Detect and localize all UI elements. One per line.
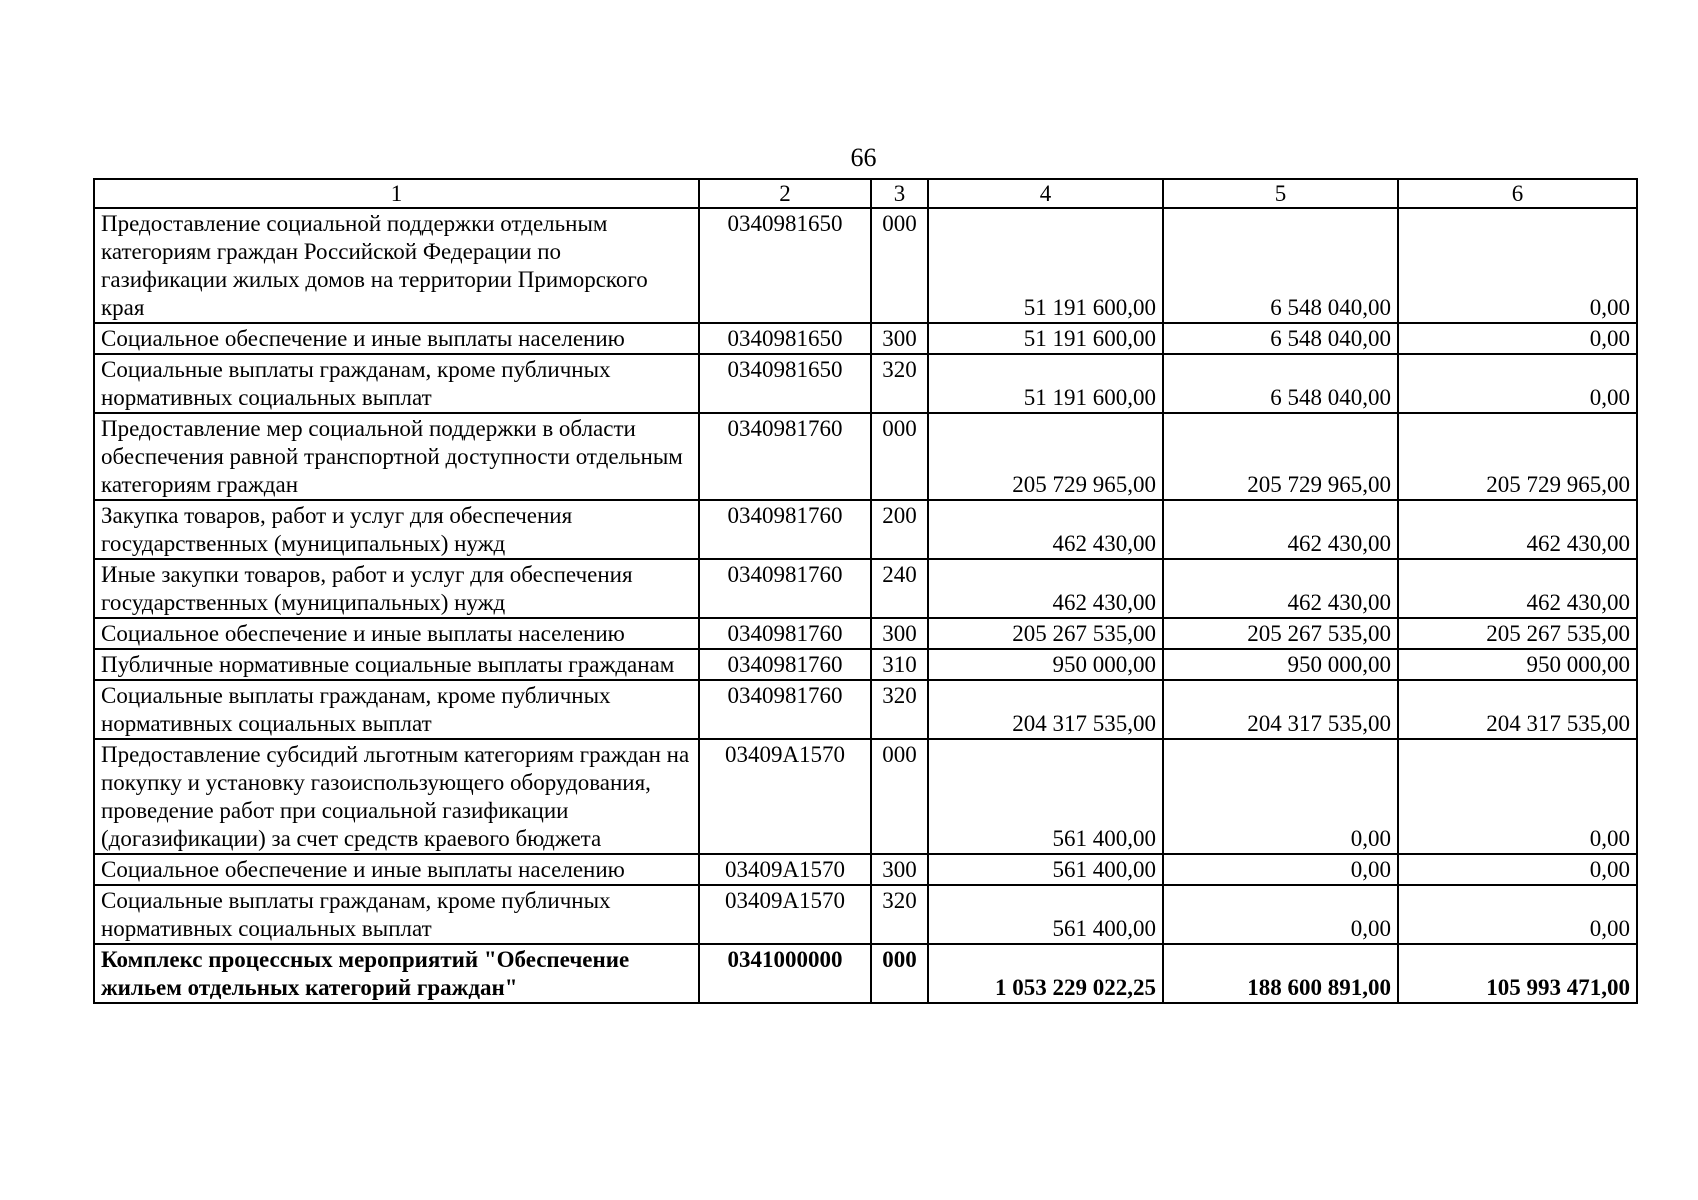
row-value-4: 51 191 600,00 [928,323,1163,354]
row-value-6: 205 267 535,00 [1398,618,1637,649]
header-cell: 2 [699,179,871,208]
row-code: 0340981650 [699,323,871,354]
row-code: 0340981760 [699,500,871,559]
row-name: Социальное обеспечение и иные выплаты населению [94,618,699,649]
row-expense-type: 300 [871,854,928,885]
page-number: 66 [850,143,877,172]
row-code: 03409A1570 [699,739,871,854]
row-name: Иные закупки товаров, работ и услуг для обеспечения государственных (муниципальных) нужд [94,559,699,618]
row-code: 0340981650 [699,354,871,413]
row-value-5: 6 548 040,00 [1163,208,1398,323]
row-code: 0341000000 [699,944,871,1003]
row-value-6: 205 729 965,00 [1398,413,1637,500]
row-value-4: 1 053 229 022,25 [928,944,1163,1003]
row-value-4: 462 430,00 [928,559,1163,618]
row-name: Предоставление мер социальной поддержки в области обеспечения равной транспортной доступности отдельным категориям граждан [94,413,699,500]
row-value-6: 204 317 535,00 [1398,680,1637,739]
row-value-5: 6 548 040,00 [1163,323,1398,354]
row-value-4: 561 400,00 [928,854,1163,885]
table-header-row [94,179,1637,208]
row-value-4: 205 729 965,00 [928,413,1163,500]
row-code: 0340981650 [699,208,871,323]
row-value-6: 0,00 [1398,885,1637,944]
row-value-4: 561 400,00 [928,885,1163,944]
row-value-6: 462 430,00 [1398,500,1637,559]
row-name: Социальное обеспечение и иные выплаты населению [94,854,699,885]
table-row [94,323,1637,354]
row-value-6: 0,00 [1398,354,1637,413]
row-expense-type: 200 [871,500,928,559]
row-expense-type: 000 [871,413,928,500]
budget-table [93,178,1638,1004]
row-name: Предоставление социальной поддержки отдельным категориям граждан Российской Федерации по газификации жилых домов на территории Приморского края [94,208,699,323]
row-expense-type: 310 [871,649,928,680]
row-value-5: 462 430,00 [1163,500,1398,559]
row-value-6: 462 430,00 [1398,559,1637,618]
header-cell: 1 [94,179,699,208]
row-name: Социальные выплаты гражданам, кроме публичных нормативных социальных выплат [94,680,699,739]
table-row [94,559,1637,618]
row-expense-type: 300 [871,323,928,354]
row-value-5: 205 267 535,00 [1163,618,1398,649]
table-row [94,208,1637,323]
row-code: 0340981760 [699,413,871,500]
header-cell: 6 [1398,179,1637,208]
row-value-6: 0,00 [1398,323,1637,354]
table-row [94,854,1637,885]
row-value-6: 0,00 [1398,854,1637,885]
row-expense-type: 320 [871,354,928,413]
table-row-total [94,944,1637,1003]
row-value-5: 6 548 040,00 [1163,354,1398,413]
table-row [94,739,1637,854]
row-value-4: 51 191 600,00 [928,354,1163,413]
header-cell: 4 [928,179,1163,208]
header-cell: 5 [1163,179,1398,208]
row-value-5: 462 430,00 [1163,559,1398,618]
row-value-4: 462 430,00 [928,500,1163,559]
row-value-5: 0,00 [1163,885,1398,944]
table-row [94,885,1637,944]
row-expense-type: 000 [871,944,928,1003]
row-code: 03409A1570 [699,885,871,944]
row-value-6: 0,00 [1398,208,1637,323]
table-row [94,618,1637,649]
row-value-4: 561 400,00 [928,739,1163,854]
row-name: Комплекс процессных мероприятий "Обеспечение жильем отдельных категорий граждан" [94,944,699,1003]
row-expense-type: 320 [871,885,928,944]
row-value-5: 0,00 [1163,739,1398,854]
row-code: 0340981760 [699,559,871,618]
row-value-5: 204 317 535,00 [1163,680,1398,739]
row-name: Социальные выплаты гражданам, кроме публичных нормативных социальных выплат [94,885,699,944]
row-value-5: 188 600 891,00 [1163,944,1398,1003]
row-code: 0340981760 [699,649,871,680]
row-name: Закупка товаров, работ и услуг для обеспечения государственных (муниципальных) нужд [94,500,699,559]
row-code: 0340981760 [699,618,871,649]
row-value-5: 0,00 [1163,854,1398,885]
row-name: Предоставление субсидий льготным категориям граждан на покупку и установку газоиспользующего оборудования, проведение работ при социальной газификации (догазификации) за счет средств краевого бюджета [94,739,699,854]
row-value-4: 205 267 535,00 [928,618,1163,649]
row-code: 0340981760 [699,680,871,739]
row-expense-type: 000 [871,208,928,323]
row-code: 03409A1570 [699,854,871,885]
row-name: Социальные выплаты гражданам, кроме публичных нормативных социальных выплат [94,354,699,413]
row-value-6: 0,00 [1398,739,1637,854]
row-name: Публичные нормативные социальные выплаты гражданам [94,649,699,680]
row-expense-type: 320 [871,680,928,739]
table-row [94,413,1637,500]
row-value-4: 950 000,00 [928,649,1163,680]
table-row [94,500,1637,559]
row-value-6: 950 000,00 [1398,649,1637,680]
row-value-4: 51 191 600,00 [928,208,1163,323]
table-row [94,649,1637,680]
row-expense-type: 000 [871,739,928,854]
row-value-4: 204 317 535,00 [928,680,1163,739]
row-expense-type: 300 [871,618,928,649]
row-expense-type: 240 [871,559,928,618]
row-name: Социальное обеспечение и иные выплаты населению [94,323,699,354]
row-value-5: 205 729 965,00 [1163,413,1398,500]
row-value-5: 950 000,00 [1163,649,1398,680]
row-value-6: 105 993 471,00 [1398,944,1637,1003]
table-row [94,680,1637,739]
header-cell: 3 [871,179,928,208]
table-row [94,354,1637,413]
